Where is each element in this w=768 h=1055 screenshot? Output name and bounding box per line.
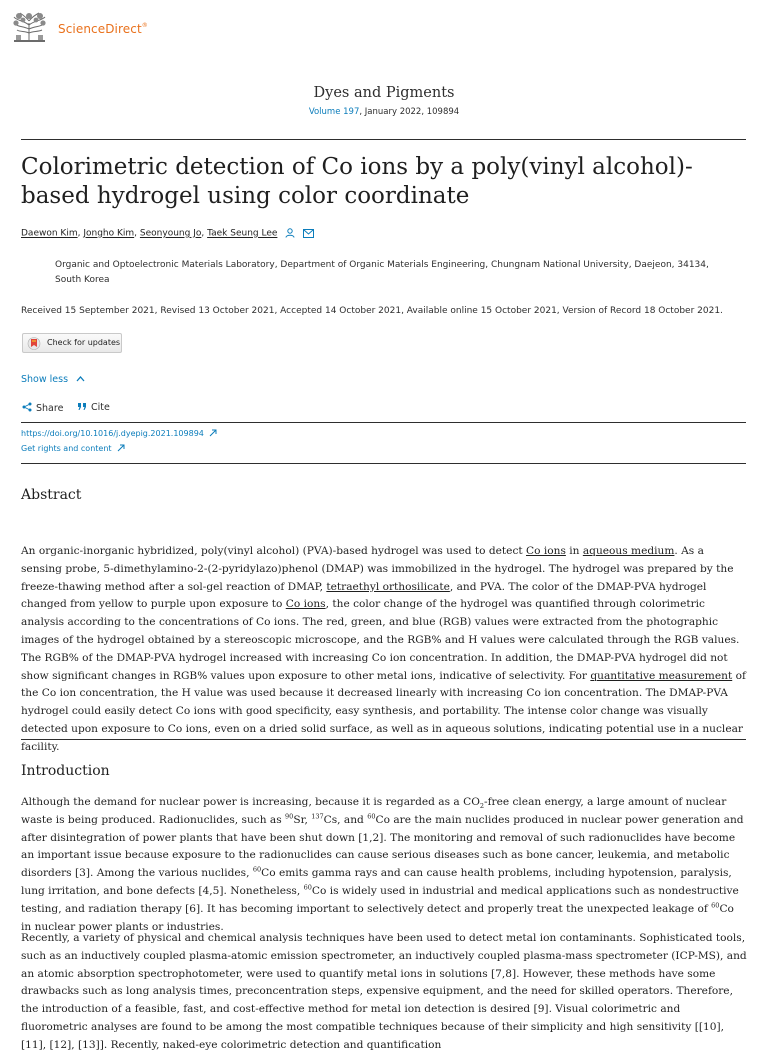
share-button[interactable] (22, 402, 63, 414)
abstract-segment: in (565, 545, 583, 557)
share-icon (22, 402, 32, 412)
superscript: 60 (711, 901, 720, 910)
author-link[interactable]: Taek Seung Lee (207, 228, 278, 239)
sciencedirect-brand[interactable] (58, 22, 148, 36)
meta-divider (21, 463, 746, 464)
term-link[interactable]: tetraethyl orthosilicate (326, 580, 450, 593)
abstract-segment: , and PVA. The color of the DMAP-PVA hydrogel changed from yellow to purple upon exposure to (21, 580, 707, 611)
abstract-heading: Abstract (21, 487, 82, 503)
superscript: 137 (311, 812, 324, 821)
chevron-up-icon (76, 376, 85, 382)
intro-segment: Co emits gamma rays and can cause health problems, including hypotension, paralysis, lung irritation, and bone defects [4,5]. Nonetheless, (21, 867, 732, 897)
volume-link[interactable]: Volume 197 (308, 107, 360, 117)
crossmark-icon (27, 337, 41, 350)
header-divider (21, 139, 746, 140)
brand-mark: ® (141, 22, 148, 29)
volume-date: , January 2022, 109894 (359, 107, 460, 117)
elsevier-logo-icon[interactable] (11, 11, 48, 44)
author-link[interactable]: Seonyoung Jo (139, 228, 202, 239)
doi-link[interactable] (21, 429, 217, 438)
abstract-segment: . As a sensing probe, 5-dimethylamino-2-(2-pyridylazo)phenol (DMAP) was immobilized in the hydrogel. The hydrogel was prepared by the freeze-thawing method after a sol-gel reaction of DMAP, (21, 545, 734, 593)
author-link[interactable]: Jongho Kim (83, 228, 135, 239)
author-separator: , (77, 228, 81, 239)
external-link-icon (117, 444, 125, 452)
intro-segment: Co are the main nuclides produced in nuclear power generation and after disintegration of power plants that have been shut down [1,2]. The monitoring and removal of such radionuclides have become an important issue because exposure to the radionuclides can cause serious diseases such as bone cancer, leukemia, and metabolic disorders [3]. Among the various nuclides, (21, 813, 744, 880)
share-label: Share (36, 403, 64, 414)
abstract-segment: of the Co ion concentration, the H value was used because it decreased linearly with increasing Co ion concentration. The DMAP-PVA hydrogel could easily detect Co ions with good specificity, easy synthesis, and portability. The intense color change was visually detected upon exposure to Co ions, even on a dried solid surface, as well as in aqueous solutions, indicating potential use in a nuclear facility. (21, 669, 746, 753)
doi-text: https://doi.org/10.1016/j.dyepig.2021.109894 (21, 429, 204, 438)
superscript: 60 (252, 865, 262, 874)
person-icon[interactable] (285, 228, 295, 238)
cite-label: Cite (91, 402, 110, 413)
cite-button[interactable] (77, 402, 110, 413)
introduction-heading: Introduction (21, 763, 110, 779)
brand-name: ScienceDirect (58, 22, 142, 36)
abstract-segment: An organic-inorganic hybridized, poly(vinyl alcohol) (PVA)-based hydrogel was used to detect (21, 545, 526, 557)
term-link[interactable]: quantitative measurement (590, 669, 733, 682)
abstract-divider (21, 739, 746, 740)
superscript: 60 (367, 812, 376, 821)
author-separator: , (201, 228, 205, 239)
email-icon[interactable] (303, 229, 314, 238)
intro-segment: Sr, (293, 813, 312, 826)
check-for-updates-label: Check for updates (47, 338, 121, 347)
intro-segment: Co in nuclear power plants or industries. (21, 902, 734, 933)
term-link[interactable]: aqueous medium (582, 545, 675, 557)
received-dates: Received 15 September 2021, Revised 13 October 2021, Accepted 14 October 2021, Available online 15 October 2021, Version of Record 18 October 2021. (21, 306, 723, 316)
rights-text: Get rights and content (21, 444, 112, 453)
external-link-icon (209, 429, 217, 437)
intro-paragraph-2: Recently, a variety of physical and chemical analysis techniques have been used to detect metal ion contaminants. Sophisticated tools, such as an inductively coupled plasma-atomic emission spectrometer, an inductively coupled plasma-mass spectrometer (ICP-MS), and an atomic absorption spectrophotometer, were used to quantify metal ions in solutions [7,8]. However, these methods have some drawbacks such as long analysis times, preconcentration steps, expensive equipment, and the need for skilled operators. Therefore, the introduction of a feasible, fast, and cost-effective method for metal ion detection is desired [9]. Visual colorimetric and fluorometric analyses are found to be among the most compatible techniques because of their simplicity and high sensitivity [[10], [11], [12], [13]]. Recently, naked-eye colorimetric detection and quantification (21, 932, 747, 1051)
author-list (21, 228, 314, 239)
show-less-label: Show less (21, 374, 69, 385)
author-link[interactable]: Daewon Kim (21, 228, 78, 239)
affiliation: Organic and Optoelectronic Materials Laboratory, Department of Organic Materials Engineering, Chungnam National University, Daejeon, 34134, South Korea (55, 260, 709, 285)
intro-segment: Cs, and (323, 813, 368, 826)
journal-title[interactable]: Dyes and Pigments (313, 85, 455, 101)
abstract-text (21, 543, 747, 757)
show-less-toggle[interactable] (21, 374, 85, 385)
rights-link[interactable] (21, 444, 125, 453)
intro-segment: Although the demand for nuclear power is increasing, because it is regarded as a CO (21, 796, 480, 808)
quote-icon (77, 402, 87, 411)
actions-divider (21, 422, 746, 423)
article-title: Colorimetric detection of Co ions by a poly(vinyl alcohol)-based hydrogel using color coordinate (21, 154, 693, 209)
term-link[interactable]: Co ions (285, 598, 326, 611)
check-for-updates-button[interactable] (22, 333, 122, 353)
term-link[interactable]: Co ions (526, 545, 566, 557)
intro-segment: -free clean energy, a large amount of nuclear waste is being produced. Radionuclides, such as (21, 796, 727, 826)
superscript: 60 (303, 883, 312, 892)
subscript: 2 (479, 802, 485, 811)
intro-paragraph-1 (21, 794, 747, 936)
intro-segment: Co is widely used in industrial and medical applications such as nondestructive testing, and radiation therapy [6]. It has becoming important to selectively detect and properly treat the unexpected leakage of (21, 884, 739, 915)
abstract-segment: , the color change of the hydrogel was quantified through colorimetric analysis according to the concentrations of Co ions. The red, green, and blue (RGB) values were extracted from the photographic images of the hydrogel obtained by a stereoscopic microscope, and the RGB% and H values were calculated through the RGB values. The RGB% of the DMAP-PVA hydrogel increased with increasing Co ion concentration. In addition, the DMAP-PVA hydrogel did not show significant changes in RGB% values upon exposure to other metal ions, indicative of selectivity. For (21, 598, 740, 682)
volume-line (0, 107, 768, 117)
author-separator: , (134, 228, 138, 239)
superscript: 90 (285, 812, 294, 821)
